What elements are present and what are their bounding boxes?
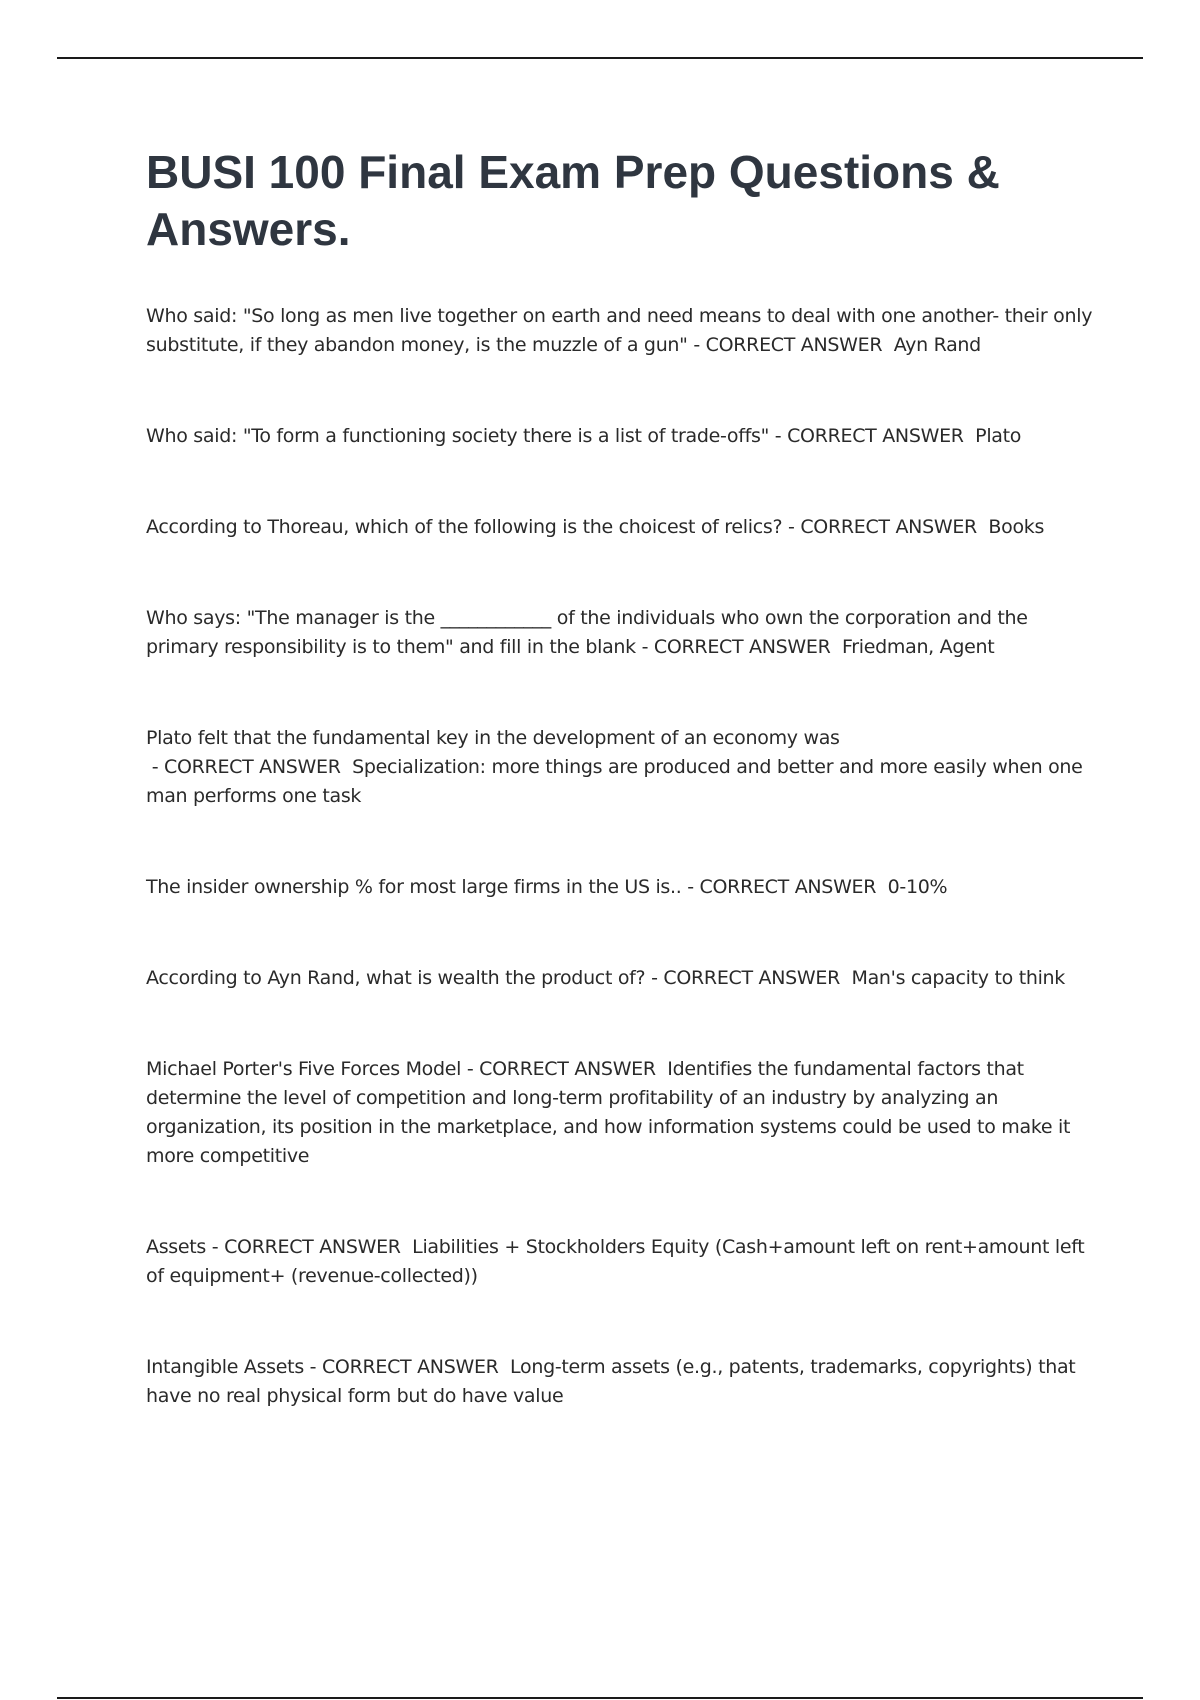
answer-marker: - CORRECT ANSWER (687, 334, 894, 356)
answer-text: Identifies the fundamental factors that determine the level of competition and long-term profitability of an industry by analyzing an organization, its position in the marketplace, and how information systems could be used to make it more competitive (146, 1058, 1071, 1167)
answer-text: Specialization: more things are produced and better and more easily when one man performs one task (146, 756, 1083, 807)
answer-marker: - CORRECT ANSWER (146, 756, 353, 778)
footer-rule (57, 1697, 1143, 1699)
question-text: Who said: "To form a functioning society there is a list of trade-offs" (146, 425, 770, 447)
qa-item (146, 873, 1096, 902)
page-title: BUSI 100 Final Exam Prep Questions & Answers. (146, 146, 1000, 255)
qa-item (146, 1233, 1096, 1291)
answer-marker: - CORRECT ANSWER (769, 425, 976, 447)
answer-marker: - CORRECT ANSWER (206, 1236, 413, 1258)
qa-item (146, 513, 1096, 542)
question-text: Who said: "So long as men live together on earth and need means to deal with one another- their only substitute, if they abandon money, is the muzzle of a gun" (146, 305, 1093, 356)
answer-text: Plato (975, 425, 1022, 447)
qa-item (146, 1353, 1096, 1411)
answer-text: Ayn Rand (893, 334, 981, 356)
qa-item (146, 964, 1096, 993)
question-text: The insider ownership % for most large firms in the US is.. (146, 876, 682, 898)
qa-item (146, 422, 1096, 451)
header-rule (57, 57, 1143, 59)
question-text: Plato felt that the fundamental key in the development of an economy was (146, 727, 840, 749)
answer-marker: - CORRECT ANSWER (782, 516, 989, 538)
question-text: According to Ayn Rand, what is wealth the product of? (146, 967, 646, 989)
answer-text: Long-term assets (e.g., patents, trademarks, copyrights) that have no real physical form but do have value (146, 1356, 1076, 1407)
answer-text: 0-10% (887, 876, 948, 898)
answer-marker: - CORRECT ANSWER (681, 876, 888, 898)
qa-item (146, 302, 1096, 360)
answer-text: Liabilities + Stockholders Equity (Cash+amount left on rent+amount left of equipment+ (revenue-collected)) (146, 1236, 1085, 1287)
answer-text: Friedman, Agent (842, 636, 995, 658)
qa-item (146, 604, 1096, 662)
question-text: Who says: "The manager is the ____________ of the individuals who own the corporation and the primary responsibility is to them" and fill in the blank (146, 607, 1028, 658)
question-text: Michael Porter's Five Forces Model (146, 1058, 462, 1080)
question-text: Assets (146, 1236, 207, 1258)
qa-item (146, 724, 1096, 811)
answer-marker: - CORRECT ANSWER (645, 967, 852, 989)
answer-marker: - CORRECT ANSWER (303, 1356, 511, 1378)
question-text: According to Thoreau, which of the following is the choicest of relics? (146, 516, 783, 538)
answer-text: Man's capacity to think (851, 967, 1066, 989)
answer-marker: - CORRECT ANSWER (635, 636, 842, 658)
qa-item (146, 1055, 1096, 1171)
qa-list (146, 302, 1096, 1473)
question-text: Intangible Assets (146, 1356, 304, 1378)
answer-marker: - CORRECT ANSWER (461, 1058, 668, 1080)
answer-text: Books (988, 516, 1045, 538)
